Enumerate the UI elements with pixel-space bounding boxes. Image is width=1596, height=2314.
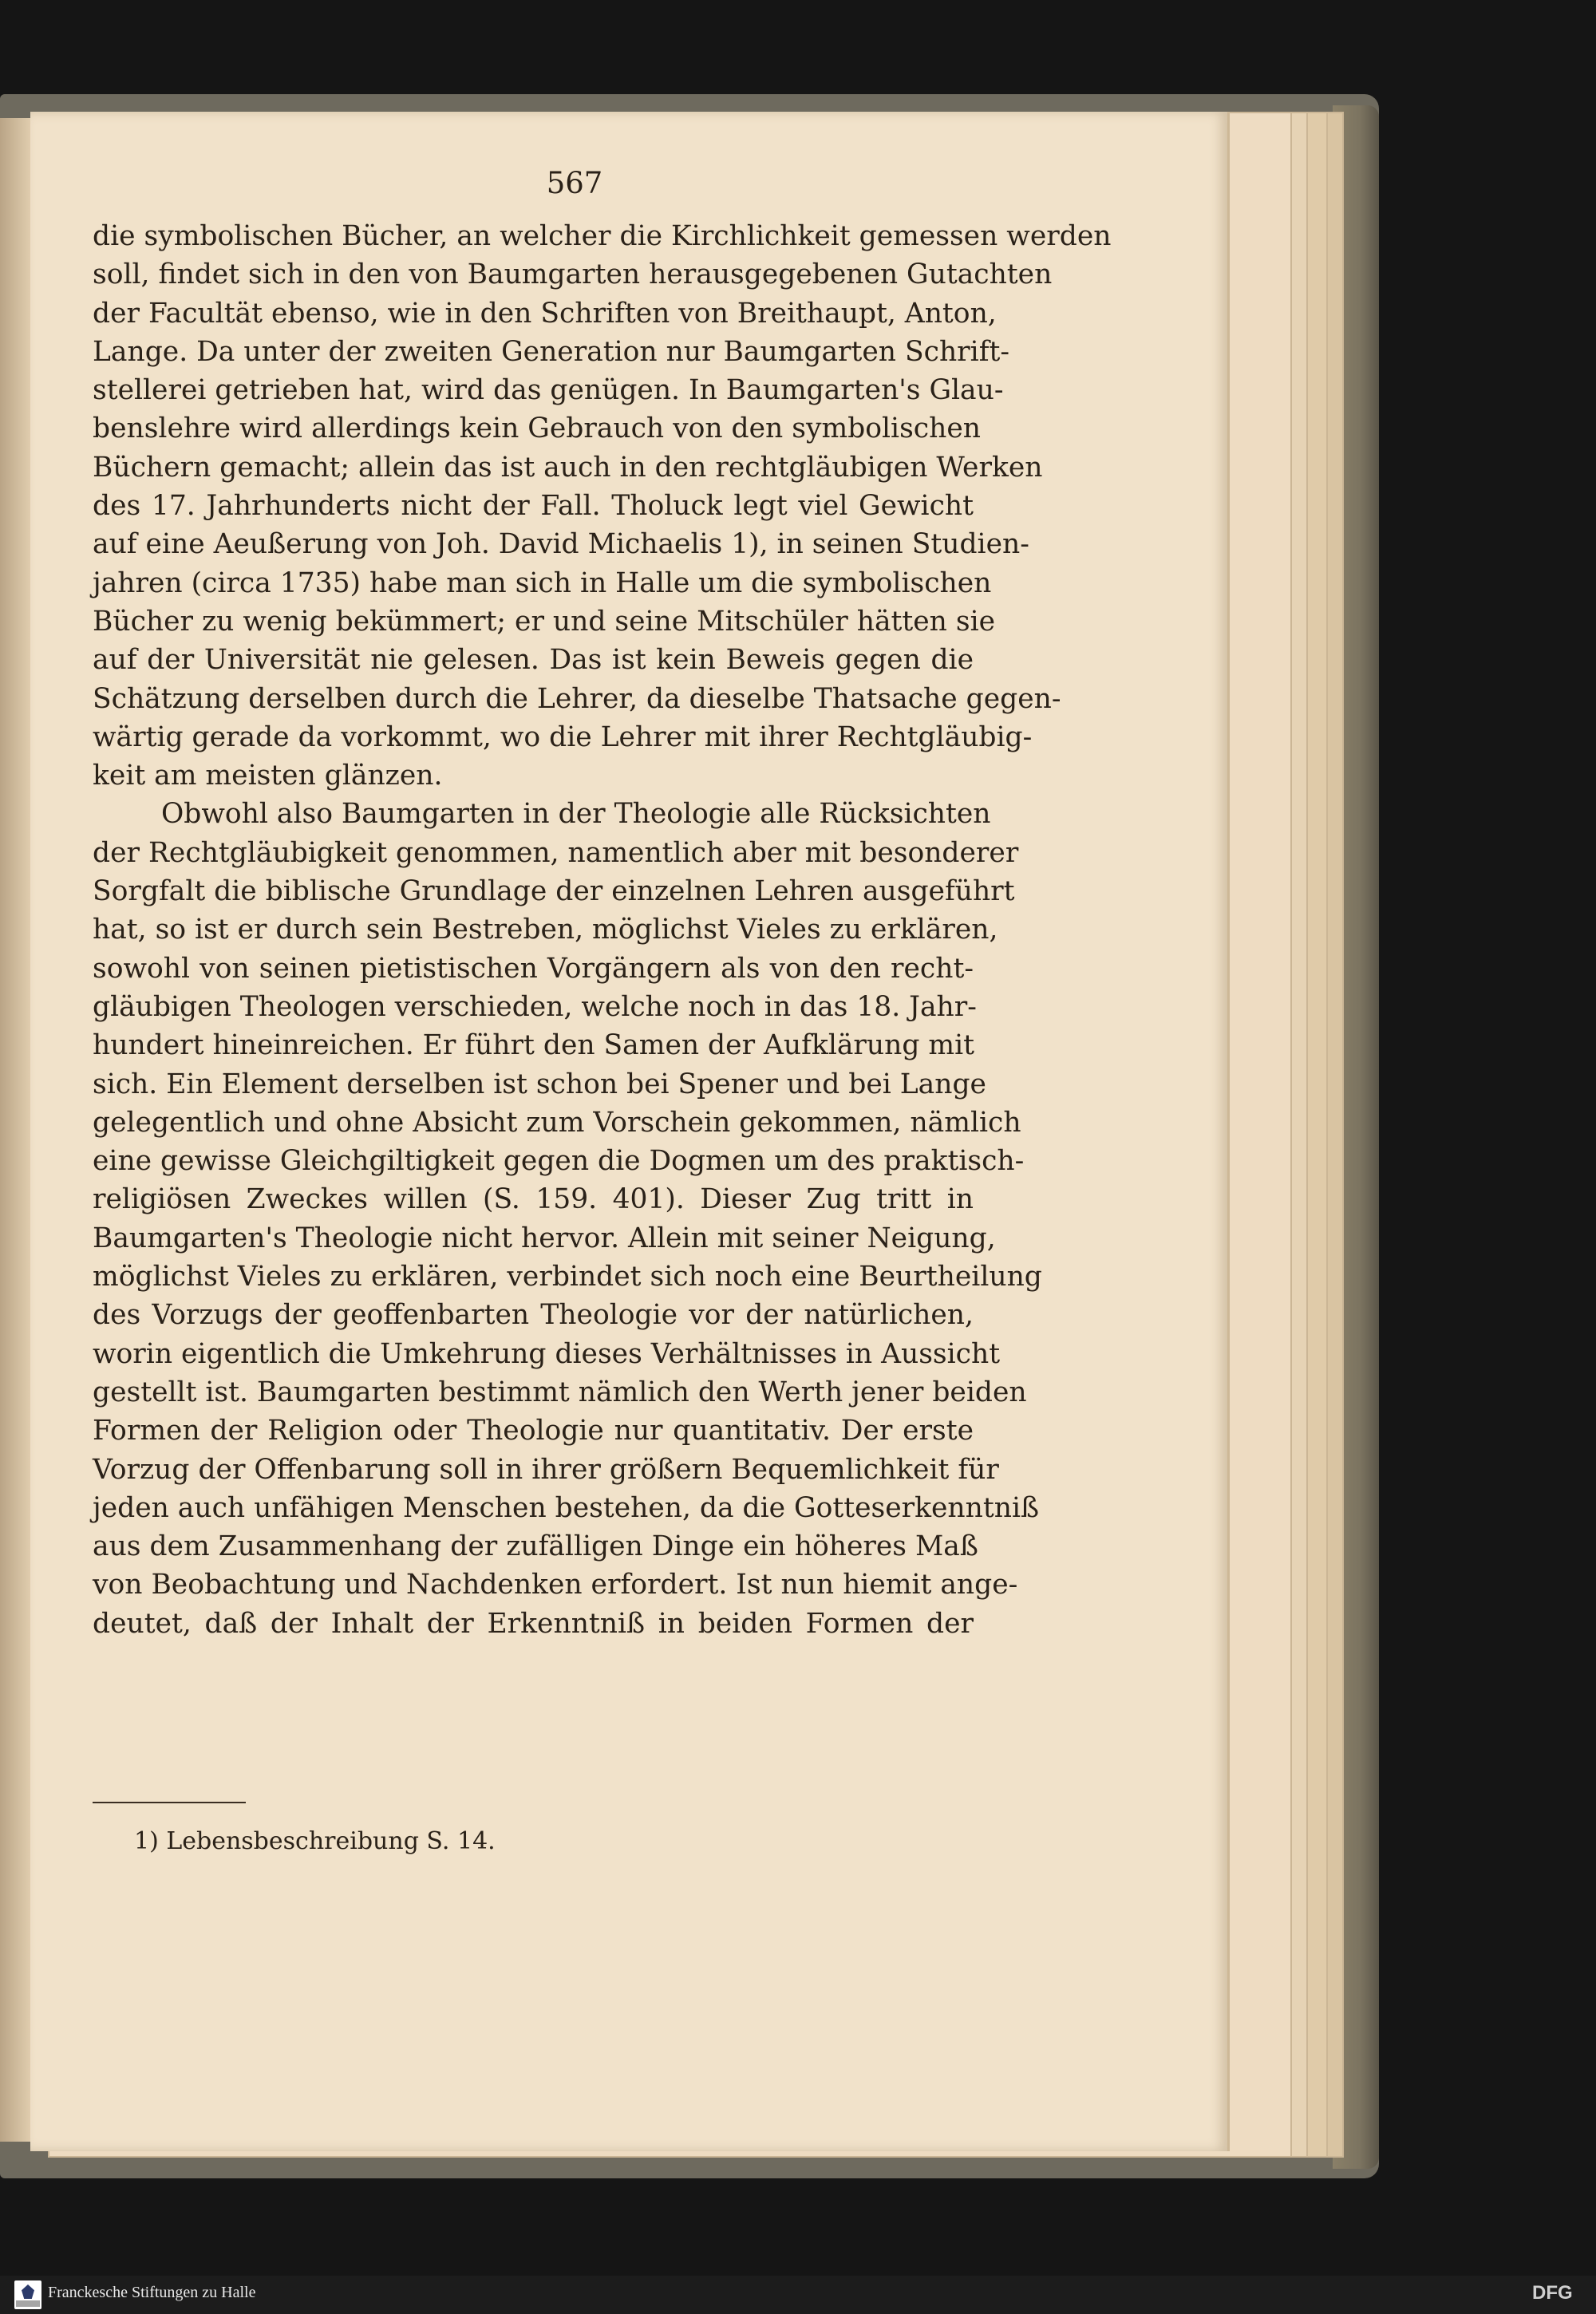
text-line: gestellt ist. Baumgarten bestimmt nämlich den Werth jener beiden [93,1376,1027,1408]
text-line: sich. Ein Element derselben ist schon bei Spener und bei Lange [93,1068,986,1100]
text-line: Büchern gemacht; allein das ist auch in den rechtgläubigen Werken [93,451,1043,484]
dfg-logo[interactable]: DFG [1532,2282,1573,2304]
text-line: auf der Universität nie gelesen. Das ist kein Beweis gegen die [93,644,974,677]
text-line: benslehre wird allerdings kein Gebrauch von den symbolischen [93,413,981,445]
text-line: Lange. Da unter der zweiten Generation nur Baumgarten Schrift- [93,335,1009,368]
text-line: hundert hineinreichen. Er führt den Samen der Aufklärung mit [93,1029,975,1062]
page-text [93,217,1112,1643]
text-line: Baumgarten's Theologie nicht hervor. Allein mit seiner Neigung, [93,1222,996,1254]
text-line: möglichst Vieles zu erklären, verbindet sich noch eine Beurtheilung [93,1261,1042,1293]
footnote: 1) Lebensbeschreibung S. 14. [134,1827,496,1855]
text-line: gelegentlich und ohne Absicht zum Vorschein gekommen, nämlich [93,1106,1021,1139]
text-line: sowohl von seinen pietistischen Vorgängern als von den recht- [93,952,974,985]
institution-logo-caption [16,2300,40,2307]
text-line: auf eine Aeußerung von Joh. David Michaelis 1), in seinen Studien- [93,528,1029,561]
text-line: hat, so ist er durch sein Bestreben, möglichst Vieles zu erklären, [93,914,998,946]
text-line: von Beobachtung und Nachdenken erfordert. Ist nun hiemit ange- [93,1569,1018,1601]
text-line: der Rechtgläubigkeit genommen, namentlich aber mit besonderer [93,836,1019,869]
text-line: die symbolischen Bücher, an welcher die Kirchlichkeit gemessen werden [93,220,1112,252]
text-line: jeden auch unfähigen Menschen bestehen, da die Gotteserkenntniß [93,1491,1040,1524]
text-line: wärtig gerade da vorkommt, wo die Lehrer mit ihrer Rechtgläubig- [93,721,1033,753]
text-line: aus dem Zusammenhang der zufälligen Dinge ein höheres Maß [93,1530,978,1563]
text-line: Bücher zu wenig bekümmert; er und seine Mitschüler hätten sie [93,605,996,638]
text-line: Schätzung derselben durch die Lehrer, da dieselbe Thatsache gegen- [93,682,1061,715]
text-line: eine gewisse Gleichgiltigkeit gegen die Dogmen um des praktisch- [93,1145,1025,1178]
text-line: Sorgfalt die biblische Grundlage der einzelnen Lehren ausgeführt [93,875,1015,908]
page-number: 567 [546,166,603,200]
text-line: Vorzug der Offenbarung soll in ihrer größern Bequemlichkeit für [93,1453,999,1486]
institution-link[interactable]: Franckesche Stiftungen zu Halle [48,2284,256,2301]
text-line: Obwohl also Baumgarten in der Theologie alle Rücksichten [161,798,991,831]
text-line: deutet, daß der Inhalt der Erkenntniß in beiden Formen der [93,1607,974,1640]
text-line: soll, findet sich in den von Baumgarten herausgegebenen Gutachten [93,259,1053,291]
text-line: gläubigen Theologen verschieden, welche noch in das 18. Jahr- [93,990,977,1023]
text-line: keit am meisten glänzen. [93,760,443,792]
text-line: stellerei getrieben hat, wird das genügen. In Baumgarten's Glau- [93,374,1004,407]
text-line: des 17. Jahrhunderts nicht der Fall. Tholuck legt viel Gewicht [93,490,974,523]
institution-logo[interactable] [14,2280,41,2309]
text-line: worin eigentlich die Umkehrung dieses Verhältnisses in Aussicht [93,1337,1001,1370]
text-line: des Vorzugs der geoffenbarten Theologie vor der natürlichen, [93,1299,974,1332]
text-line: Formen der Religion oder Theologie nur quantitativ. Der erste [93,1415,974,1447]
left-page-edge [0,118,34,2142]
text-line: jahren (circa 1735) habe man sich in Halle um die symbolischen [93,567,992,599]
text-line: religiösen Zweckes willen (S. 159. 401). Dieser Zug tritt in [93,1183,974,1216]
footnote-divider [93,1802,246,1803]
text-line: der Facultät ebenso, wie in den Schriften von Breithaupt, Anton, [93,297,997,330]
institution-logo-mark [22,2284,34,2299]
